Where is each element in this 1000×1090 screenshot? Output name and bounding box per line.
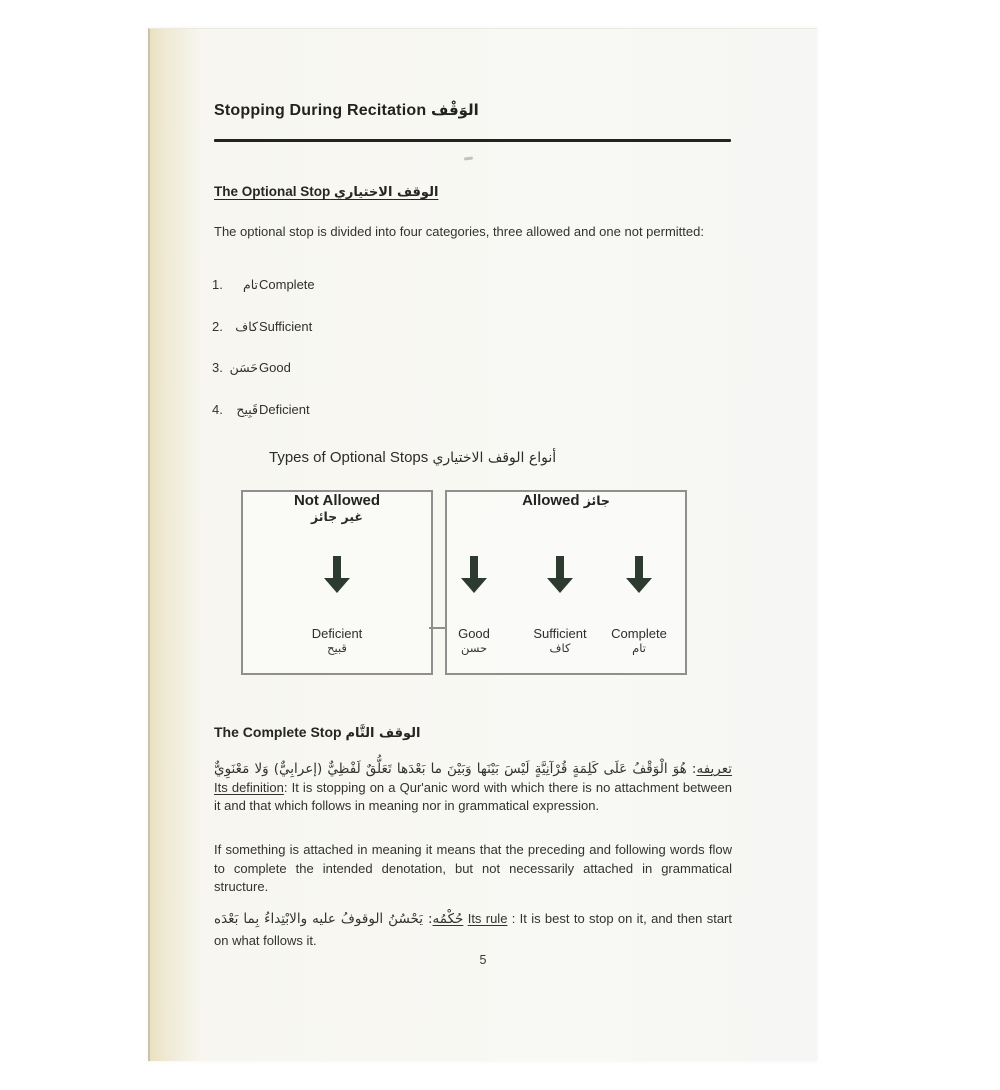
allowed-heading-english: Allowed <box>522 492 580 509</box>
list-number: 1. <box>212 277 223 292</box>
complete-label-arabic: تام <box>632 641 646 655</box>
definition-arabic-label: تعريفه <box>696 761 732 777</box>
down-arrow-icon <box>324 556 350 593</box>
optional-stop-heading <box>214 184 438 200</box>
scanned-book-page <box>148 28 817 1061</box>
not-allowed-box <box>241 490 433 675</box>
list-arabic-term: تام <box>242 277 258 292</box>
definition-arabic-text: : هُوَ الْوَقْفُ عَلَى كَلِمَةٍ قُرْآنِيَّةٍ لَيْسَ بَيْنَها وَبَيْنَ ما بَعْدَها تَعَلُّقٌ لَفْظِيٌّ (إعرابِيٌّ) وَلا مَعْنَوِيٌّ <box>214 761 697 777</box>
down-arrow-icon <box>547 556 573 593</box>
rule-arabic-label: حُكْمُه <box>432 911 464 927</box>
diagram-caption-english: Types of Optional Stops <box>269 449 429 466</box>
diagram-caption <box>269 449 556 466</box>
good-label: Good <box>458 626 490 641</box>
list-item-good <box>212 360 512 377</box>
list-item-sufficient <box>212 319 512 336</box>
page-title <box>214 101 479 120</box>
complete-label: Complete <box>611 626 667 641</box>
allowed-heading-arabic: جائز <box>583 493 610 508</box>
optional-stop-heading-arabic: الوقف الاختياري <box>334 185 439 200</box>
complete-stop-heading-english: The Complete Stop <box>214 724 342 740</box>
rule-paragraph <box>214 908 732 952</box>
definition-english-text: : It is stopping on a Qur'anic word with which there is no attachment between it and that which follows in meaning nor in grammatical expression. <box>214 779 732 813</box>
list-arabic-term: كاف <box>235 318 258 334</box>
page-title-english: Stopping During Recitation <box>214 102 427 119</box>
not-allowed-heading-arabic: غير جائز <box>311 509 363 524</box>
down-arrow-icon <box>626 556 652 593</box>
sufficient-label: Sufficient <box>533 626 587 641</box>
list-item-complete <box>212 277 512 294</box>
stop-categories-list <box>212 277 512 443</box>
rule-arabic-text: : يَحْسُنُ الوقوفُ عليه والابْتِداءُ بِما بَعْدَه <box>214 911 433 927</box>
rule-arabic <box>214 911 463 927</box>
list-arabic-term: حَسَن <box>229 360 258 375</box>
complete-stop-heading <box>214 724 421 741</box>
list-number: 3. <box>212 360 223 375</box>
rule-english-text: : It is best to stop on it, and then start on what follows it. <box>214 911 733 948</box>
page-title-arabic: الوَقْف <box>430 101 479 119</box>
list-english-term: Complete <box>259 277 315 292</box>
list-english-term: Sufficient <box>259 318 313 334</box>
definition-arabic <box>214 761 732 777</box>
good-label-arabic: حسن <box>460 641 488 655</box>
meaning-paragraph: If something is attached in meaning it means that the preceding and following words flow to complete the intended denotation, but not necessarily attached in grammatical structure. <box>214 842 732 894</box>
definition-paragraph <box>214 760 732 816</box>
list-number: 4. <box>212 401 223 417</box>
not-allowed-heading: Not Allowed <box>293 492 381 509</box>
sufficient-label-arabic: كاف <box>549 641 571 655</box>
list-arabic-term: قَبِيح <box>236 401 258 417</box>
down-arrow-icon <box>461 556 487 593</box>
scan-artifact-smudge <box>464 156 473 160</box>
optional-stop-heading-english: The Optional Stop <box>214 184 331 199</box>
title-divider-rule <box>214 139 731 142</box>
page-number: 5 <box>479 953 487 967</box>
diagram-caption-arabic: أنواع الوقف الاختياري <box>432 450 557 466</box>
list-item-deficient <box>212 402 512 419</box>
definition-english-label: Its definition <box>214 779 284 795</box>
list-number: 2. <box>212 318 223 334</box>
allowed-box <box>445 490 687 675</box>
list-english-term: Deficient <box>259 401 310 417</box>
rule-english-label: Its rule <box>467 911 508 926</box>
deficient-label-arabic: قبيح <box>327 641 347 655</box>
complete-stop-heading-arabic: الوقف التَّام <box>345 726 421 741</box>
optional-stop-intro: The optional stop is divided into four categories, three allowed and one not permitted: <box>214 224 704 239</box>
deficient-label: Deficient <box>311 626 363 641</box>
allowed-heading <box>447 492 685 509</box>
list-english-term: Good <box>259 360 291 375</box>
